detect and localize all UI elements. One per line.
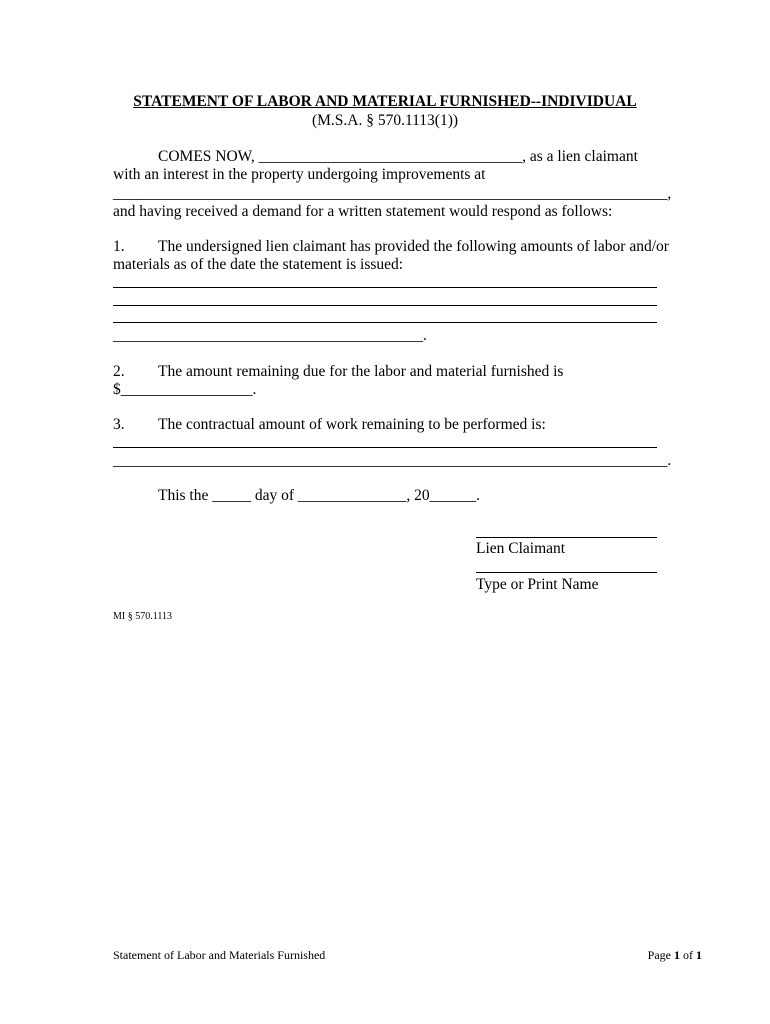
item-3-number: 3.: [113, 416, 125, 433]
property-address-blank: ________________________________________________________________________,: [113, 185, 672, 202]
page-of: of: [680, 948, 696, 962]
footer-document-name: Statement of Labor and Materials Furnished: [113, 948, 326, 962]
page-number: [648, 948, 702, 963]
form-citation: MI § 570.1113: [113, 611, 172, 622]
item-3-text: The contractual amount of work remaining to be performed is:: [158, 416, 546, 433]
intro-line-1: COMES NOW, __________________________________, as a lien claimant: [158, 148, 638, 165]
print-name-line: [476, 572, 657, 573]
item-1-blank-line-4: ________________________________________.: [113, 327, 427, 344]
item-1-blank-line-3: [113, 322, 657, 323]
statute-reference: (M.S.A. § 570.1113(1)): [311, 112, 459, 129]
page-total: 1: [696, 948, 702, 962]
page-prefix: Page: [647, 948, 674, 962]
date-line: This the _____ day of ______________, 20______.: [158, 487, 481, 504]
item-3-blank-line-1: [113, 447, 657, 448]
item-1-text-b: materials as of the date the statement is issued:: [113, 256, 404, 273]
amount-due-blank: $_________________.: [113, 381, 257, 398]
document-title: STATEMENT OF LABOR AND MATERIAL FURNISHED--INDIVIDUAL: [133, 93, 637, 110]
page-current: 1: [674, 948, 680, 962]
print-name-label: Type or Print Name: [476, 576, 599, 593]
item-3-blank-line-2: ________________________________________________________________________.: [113, 452, 672, 469]
intro-line-4: and having received a demand for a written statement would respond as follows:: [113, 203, 613, 220]
intro-line-2: with an interest in the property undergoing improvements at: [113, 166, 486, 183]
item-1-blank-line-2: [113, 305, 657, 306]
item-2-text-a: The amount remaining due for the labor and material furnished is: [158, 363, 564, 380]
item-2-number: 2.: [113, 363, 125, 380]
lien-claimant-label: Lien Claimant: [476, 540, 566, 557]
item-1-text-a: The undersigned lien claimant has provided the following amounts of labor and/or: [158, 238, 669, 255]
item-1-number: 1.: [113, 238, 125, 255]
claimant-signature-line: [476, 537, 657, 538]
item-1-blank-line-1: [113, 287, 657, 288]
